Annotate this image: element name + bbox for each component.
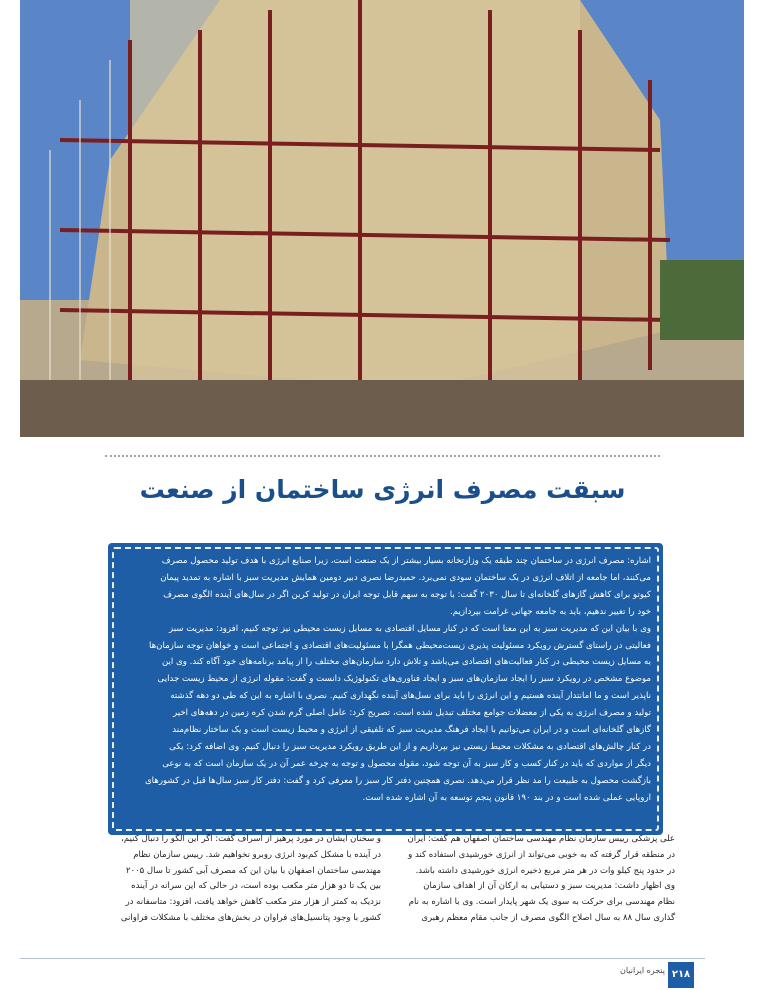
abstract-line: خود را تغییر ندهیم، باید به جامعه جهانی غرامت بپردازیم. [450, 606, 651, 617]
body-column-right [400, 832, 675, 927]
abstract-line: دیگر از مواردی که باید در کنار کسب و کار سبز به آن توجه شود، مقوله محصول و توجه به چرخه عمر آن در یک سازمان است که به نوعی [162, 758, 651, 769]
body-line: در آینده با مشکل کم‌بود انرژی روبرو نخواهیم شد. رییس سازمان نظام [133, 849, 381, 860]
abstract-text [112, 547, 659, 831]
abstract-line: اروپایی عملی شده است و در بند ۱۹۰ قانون پنجم توسعه به آن اشاره شده است. [362, 792, 651, 803]
abstract-line: موضوع مشخص در رویکرد سبز را ایجاد سازمان‌های سبز و ایجاد فناوری‌های تکنولوژیک دانست و گفت: مقوله انرژی از محیط زیست جدایی [157, 674, 651, 685]
body-line: گذاری سال ۸۸ به سال اصلاح الگوی مصرف از جانب مقام معظم رهبری [421, 912, 675, 923]
abstract-line: در کنار چالش‌های اقتصادی به مشکلات محیط زیستی نیز بپردازیم و از این طریق رویکرد مدیریت سبز را دنبال کنیم. وی اضافه کرد: یکی [169, 741, 651, 752]
article-title: سبقت مصرف انرژی ساختمان از صنعت [139, 475, 626, 504]
body-line: نظام مهندسی برای حرکت به سوی یک شهر پایدار است. وی با اشاره به نام [408, 897, 675, 908]
abstract-line: گازهای گلخانه‌ای است و در ایران می‌توانیم با ایجاد فرهنگ مدیریت سبز که تلفیقی از انرژی و محیط زیست است و یک ساختار نظام‌مند [172, 725, 651, 736]
dotted-divider [105, 455, 660, 457]
footer-rule [20, 958, 705, 959]
body-line: در منطقه قرار گرفته که به خوبی می‌تواند از انرژی خورشیدی استفاده کند و [408, 849, 675, 860]
abstract-line: وی با بیان این که مدیریت سبز به این معنا است که در کنار مسایل اقتصادی به مسایل زیست محیطی نیز توجه کنیم، افزود: مدیریت سبز [168, 623, 651, 634]
body-line: وی اظهار داشت: مدیریت سبز و دستیابی به ارکان آن از اهداف سازمان [423, 881, 675, 892]
body-column-left [106, 832, 381, 927]
body-line: نزدیک به کمتر از هزار متر مکعب کاهش خواهد یافت، افزود: متاسفانه در [125, 897, 381, 908]
abstract-line: ناپذیر است و ما امانتدار آینده هستیم و این انرژی را باید برای نسل‌های آینده نگهداری کنیم. نصری با اشاره به این که طی دو دهه گذشته [170, 691, 651, 702]
body-line: بین یک تا دو هزار متر مکعب بوده است، در حالی که این سرانه در آینده [131, 881, 381, 892]
abstract-line: فعالیتی در راستای گسترش رویکرد مسئولیت پذیری زیست‌محیطی همگرا با مسئولیت‌های اقتصادی و اجتماعی است و خواهان توجه سازمان‌ها [148, 640, 651, 651]
body-line: علی پزشکی رییس سازمان نظام مهندسی ساختمان اصفهان هم گفت: ایران [407, 834, 675, 844]
building-photo [20, 0, 744, 437]
body-line: مهندسی ساختمان اصفهان با بیان این که مصرف آبی کشور تا سال ۲۰۰۵ [125, 865, 381, 876]
page-number: ۲۱۸ [668, 962, 694, 988]
body-line: در حدود پنج کیلو وات در هر متر مربع ذخیره انرژی خورشیدی داشته باشد. [415, 865, 675, 876]
body-line: و سخنان ایشان در مورد پرهیز از اسراف گفت: اگر این الگو را دنبال کنیم، [121, 834, 381, 844]
abstract-line: به مسایل زیست محیطی در کنار فعالیت‌های اقتصادی می‌باشد و تلاش دارد سازمان‌های مختلف را از پیامد برنامه‌های خود آگاه کند. وی این [161, 657, 651, 668]
body-line: کشور با وجود پتانسیل‌های فراوان در بخش‌های مختلف با مشکلات فراوانی [120, 912, 381, 923]
abstract-box [108, 543, 663, 835]
abstract-line: اشاره: مصرف انرژی در ساختمان چند طبقه یک وزارتخانه بسیار بیشتر از یک صنعت است، زیرا صنایع انرژی با هدف تولید محصول مصرف [161, 556, 651, 566]
abstract-line: بازگشت محصول به طبیعت را مد نظر قرار می‌دهد. نصری همچنین دفتر کار سبز را معرفی کرد و گفت: دفتر کار سبز سال‌ها قبل در کشورهای [144, 775, 651, 786]
abstract-line: کیوتو برای کاهش گازهای گلخانه‌ای تا سال ۲۰۳۰ گفت: با توجه به سهم قابل توجه ایران در تولید کربن اگر در سال‌های آینده الگوی مصرف [163, 589, 651, 600]
abstract-line: می‌کنند، اما جامعه از اتلاف انرژی در یک ساختمان سودی نمی‌برد. حمیدرضا نصری دبیر دومین همایش مدیریت سبز با اشاره به تمدید پیمان [160, 572, 651, 583]
magazine-name: پنجره ایرانیان [620, 966, 665, 975]
abstract-line: تولید و مصرف انرژی به یکی از معضلات جوامع مختلف تبدیل شده است، تصریح کرد: عامل اصلی گرم شدن کره زمین در دهه‌های اخیر [173, 708, 651, 719]
